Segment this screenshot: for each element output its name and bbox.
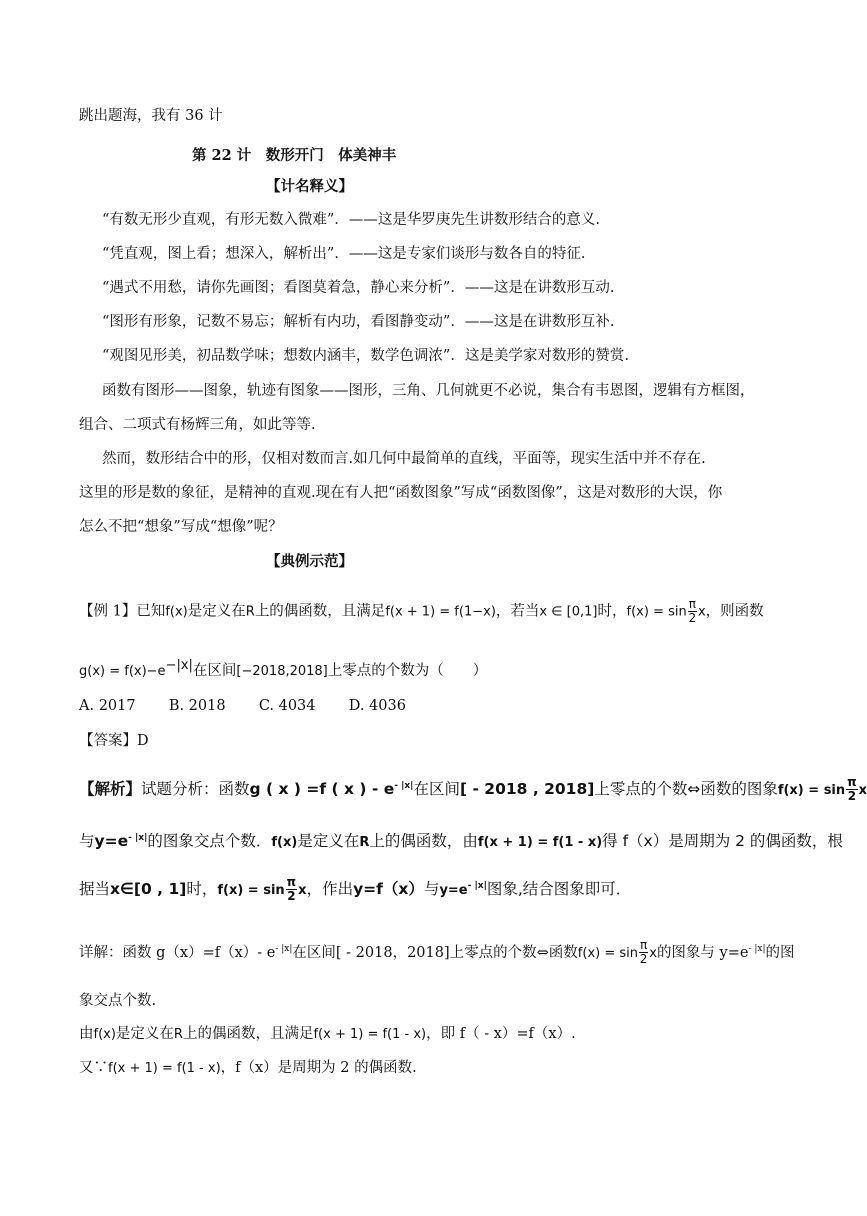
quote-line: “图形有形象，记数不易忘；解析有内功，看图静变动”．——这是在讲数形互补.: [102, 314, 615, 330]
chapter-title: 第 22 计 数形开门 体美神丰: [192, 147, 397, 164]
pi-over-2-fraction: $\frac{\pi}{2}$: [847, 775, 857, 804]
pi-over-2-fraction: $\frac{\pi}{2}$: [639, 938, 648, 967]
option-a: A. 2017: [79, 698, 136, 714]
section-heading-meaning: 【计名释义】: [266, 178, 353, 195]
pi-over-2-fraction: $\frac{\pi}{2}$: [688, 597, 697, 625]
paragraph-line: 然而，数形结合中的形，仅相对数而言.如几何中最简单的直线，平面等，现实生活中并不存在.: [102, 451, 706, 467]
paragraph-line: 怎么不把“想象”写成“想像”呢？: [79, 519, 283, 535]
detail-line: 详解：函数 g（x）=f（x）- $e^{- |x|}$在区间[ - 2018，2018]上零点的个数⇔函数f(x) = sin $\frac{\pi}{2}$ x的图象与 $y=e^{- |x|}$的图: [79, 938, 795, 967]
analysis-line: 据当x∈[0 , 1]时，f(x) = sin $\frac{\pi}{2}$ x，作出y=f（x）与$y=e^{- |x|}$图象,结合图象即可．: [79, 875, 632, 904]
example-question-line: $g(x) = f(x)-e^{-|x|}$在区间[−2018,2018]上零点的个数为（ ）: [79, 658, 488, 679]
analysis-line: 与$y=e^{- |x|}$的图象交点个数．f(x)是定义在R上的偶函数，由f(x + 1) = f(1 - x)得 f（x）是周期为 2 的偶函数，根: [79, 832, 843, 851]
detail-line: 象交点个数.: [79, 993, 157, 1009]
example-question-line: 【例 1】已知f(x)是定义在R上的偶函数，且满足f(x + 1) = f(1−x)，若当x ∈ [0,1]时，f(x) = sin $\frac{\pi}{2}$ x，则函数: [79, 597, 764, 625]
detail-line: 由f(x)是定义在R上的偶函数，且满足f(x + 1) = f(1 - x)，即 f（ - x）=f（x）.: [79, 1026, 576, 1042]
paragraph-line: 这里的形是数的象征，是精神的直观.现在有人把“函数图象”写成“函数图像”，这是对数形的大误，你: [79, 485, 723, 501]
detail-line: 又∵f(x + 1) = f(1 - x)，f（x）是周期为 2 的偶函数.: [79, 1060, 417, 1076]
paragraph-line: 组合、二项式有杨辉三角，如此等等.: [79, 417, 316, 433]
quote-line: “观图见形美，初品数学味；想数内涵丰，数学色调浓”．这是美学家对数形的赞赏.: [102, 348, 629, 364]
paragraph-line: 函数有图形——图象，轨迹有图象——图形，三角、几何就更不必说，集合有韦恩图，逻辑有方框图，: [102, 383, 755, 399]
doc-header: 跳出题海，我有 36 计: [79, 108, 223, 124]
section-heading-examples: 【典例示范】: [266, 553, 353, 570]
answer-line: 【答案】D: [79, 733, 149, 749]
analysis-line: 【解析】试题分析：函数g ( x ) =f ( x ) - $e^{- |x|}$在区间[ - 2018 , 2018]上零点的个数⇔函数的图象f(x) = sin $\frac{\pi}{2}$ x: [79, 775, 867, 804]
pi-over-2-fraction: $\frac{\pi}{2}$: [286, 875, 297, 904]
quote-line: “遇式不用愁，请你先画图；看图莫着急，静心来分析”．——这是在讲数形互动.: [102, 280, 615, 296]
option-d: D. 4036: [348, 698, 406, 714]
option-b: B. 2018: [168, 698, 226, 714]
answer-options: [79, 696, 406, 716]
option-c: C. 4034: [258, 698, 316, 714]
quote-line: “有数无形少直观，有形无数入微难”．——这是华罗庚先生讲数形结合的意义.: [102, 212, 600, 228]
quote-line: “凭直观，图上看；想深入，解析出”．——这是专家们谈形与数各自的特征.: [102, 246, 586, 262]
